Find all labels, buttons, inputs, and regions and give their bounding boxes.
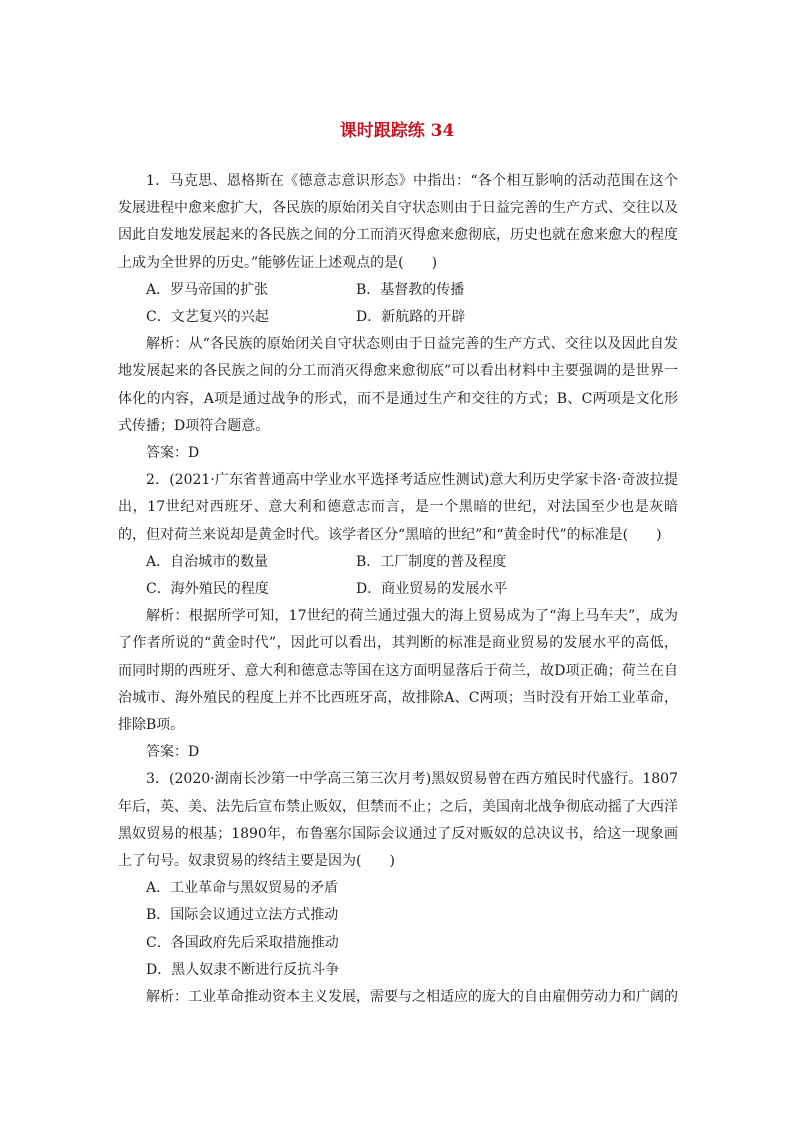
question-1-option-d: D．新航路的开辟 [356,309,466,326]
question-2-option-c: C．海外殖民的程度 [146,581,269,598]
question-list [118,168,678,1011]
question-3-option-b: B．国际会议通过立法方式推动 [146,907,339,924]
question-3-option-d: D．黑人奴隶不断进行反抗斗争 [146,961,340,978]
question-2-stem: 2．(2021·广东省普通高中学业水平选择考适应性测试)意大利历史学家卡洛·奇波拉提出，17世纪对西班牙、意大利和德意志而言，是一个黑暗的世纪，对法国至少也是灰暗的，但对荷兰来说却是黄金时代。该学者区分“黑暗的世纪”和“黄金时代”的标准是( ) [118,472,678,543]
question-3-option-c: C．各国政府先后采取措施推动 [146,934,339,951]
question-1-option-b: B．基督教的传播 [356,281,465,298]
question-3-option-a: A．工业革命与黑奴贸易的矛盾 [146,880,339,897]
question-2-option-b: B．工厂制度的普及程度 [356,553,507,570]
page-title: 课时跟踪练 34 [339,121,455,141]
question-2-answer: 答案：D [146,744,200,761]
question-2-option-d: D．商业贸易的发展水平 [356,581,508,598]
question-1-option-c: C．文艺复兴的兴起 [146,309,269,326]
question-1-analysis: 解析：从“各民族的原始闭关自守状态则由于日益完善的生产方式、交往以及因此自发地发展起来的各民族之间的分工而消灭得愈来愈彻底”可以看出材料中主要强调的是世界一体化的内容，A项是通过战争的形式，而不是通过生产和交往的方式；B、C两项是文化形式传播；D项符合题意。 [118,336,678,434]
question-2-option-a: A．自治城市的数量 [146,553,269,570]
question-2-analysis: 解析：根据所学可知，17世纪的荷兰通过强大的海上贸易成为了“海上马车夫”，成为了作者所说的“黄金时代”，因此可以看出，其判断的标准是商业贸易的发展水平的高低，而同时期的西班牙、意大利和德意志等国在这方面明显落后于荷兰，故D项正确；荷兰在自治城市、海外殖民的程度上并不比西班牙高，故排除A、C两项；当时没有开始工业革命，排除B项。 [118,608,678,734]
question-2-options-row-1 [118,549,678,576]
question-1-options-row-1 [118,277,678,304]
question-1-stem: 1．马克思、恩格斯在《德意志意识形态》中指出：“各个相互影响的活动范围在这个发展进程中愈来愈扩大，各民族的原始闭关自守状态则由于日益完善的生产方式、交往以及因此自发地发展起来的各民族之间的分工而消灭得愈来愈彻底，历史也就在愈来愈大的程度上成为全世界的历史。”能够佐证上述观点的是( ) [118,173,678,271]
question-2-options-row-2 [118,576,678,603]
question-3-analysis: 解析：工业革命推动资本主义发展，需要与之相适应的庞大的自由雇佣劳动力和广阔的 [146,989,678,1006]
question-1-answer: 答案：D [146,445,200,462]
question-1-option-a: A．罗马帝国的扩张 [146,281,269,298]
question-3-stem: 3．(2020·湖南长沙第一中学高三第三次月考)黑奴贸易曾在西方殖民时代盛行。1807年后，英、美、法先后宣布禁止贩奴，但禁而不止；之后，美国南北战争彻底动摇了大西洋黑奴贸易的根基；1890年，布鲁塞尔国际会议通过了反对贩奴的总决议书，给这一现象画上了句号。奴隶贸易的终结主要是因为( ) [118,771,678,870]
question-1-options-row-2 [118,304,678,331]
